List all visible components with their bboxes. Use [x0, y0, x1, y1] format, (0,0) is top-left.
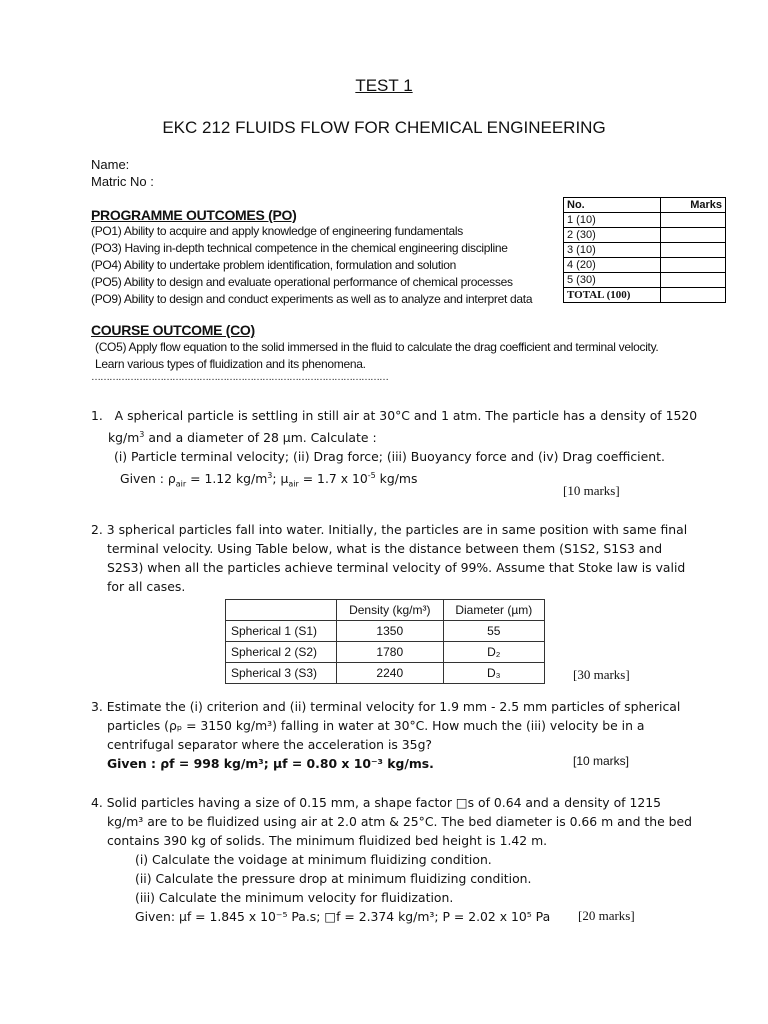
table-cell: Spherical 1 (S1) — [226, 621, 337, 642]
marks-cell[interactable] — [661, 273, 726, 288]
marks-row-label: 2 (30) — [564, 228, 661, 243]
q4-line1: 4. Solid particles having a size of 0.15 mm, a shape factor □s of 0.64 and a density of 1215 — [91, 795, 661, 810]
marks-row-label: 1 (10) — [564, 213, 661, 228]
table-cell: 55 — [443, 621, 544, 642]
table-cell: 2240 — [337, 663, 444, 684]
marks-row-label: 3 (10) — [564, 243, 661, 258]
po-item: (PO9) Ability to design and conduct experiments as well as to analyze and interpret data — [91, 292, 533, 306]
question-2 — [91, 520, 687, 596]
q1-sup: 3 — [139, 430, 145, 439]
q2-line3: S2S3) when all the particles achieve terminal velocity of 99%. Assume that Stoke law is valid — [107, 560, 686, 575]
co-line: Learn various types of fluidization and its phenomena. — [95, 357, 366, 371]
marks-col-no: No. — [564, 198, 661, 213]
table-row — [226, 621, 545, 642]
q4-sub1: (i) Calculate the voidage at minimum fluidizing condition. — [135, 852, 492, 867]
q2-line1: 2. 3 spherical particles fall into water. Initially, the particles are in same position with same final — [91, 522, 688, 537]
co-line: (CO5) Apply flow equation to the solid immersed in the fluid to calculate the drag coefficient and terminal velocity. — [95, 340, 659, 354]
marks-table — [563, 197, 726, 303]
q1-given-d: = 1.7 x 10 — [298, 471, 368, 487]
q1-line2b: and a diameter of 28 µm. Calculate : — [144, 430, 377, 446]
q1-line2: kg/m — [108, 430, 140, 446]
table-cell: D₃ — [443, 663, 544, 684]
q4-marks: [20 marks] — [578, 908, 635, 923]
marks-row-label: 4 (20) — [564, 258, 661, 273]
question-4 — [91, 793, 692, 926]
marks-cell[interactable] — [661, 213, 726, 228]
q1-marks: [10 marks] — [563, 483, 620, 498]
marks-cell[interactable] — [661, 228, 726, 243]
matric-label: Matric No : — [91, 174, 154, 189]
q1-given-b: = 1.12 kg/m — [186, 471, 268, 487]
table-row — [226, 642, 545, 663]
table-cell: Spherical 3 (S3) — [226, 663, 337, 684]
table-cell: Spherical 2 (S2) — [226, 642, 337, 663]
marks-cell[interactable] — [661, 258, 726, 273]
q1-line3: (i) Particle terminal velocity; (ii) Drag force; (iii) Buoyancy force and (iv) Drag coefficient. — [114, 449, 665, 465]
q3-line3: centrifugal separator where the acceleration is 35g? — [107, 737, 433, 752]
marks-col-marks: Marks — [661, 198, 726, 213]
po-item: (PO1) Ability to acquire and apply knowledge of engineering fundamentals — [91, 224, 463, 238]
q4-line3: contains 390 kg of solids. The minimum fluidized bed height is 1.42 m. — [107, 833, 548, 848]
q2-line2: terminal velocity. Using Table below, what is the distance between them (S1S2, S1S3 and — [107, 541, 663, 556]
table-cell: D₂ — [443, 642, 544, 663]
table-header-cell: Diameter (µm) — [443, 600, 544, 621]
marks-row-label: 5 (30) — [564, 273, 661, 288]
q1-sup: -5 — [367, 471, 376, 481]
table-cell: 1350 — [337, 621, 444, 642]
co-heading: COURSE OUTCOME (CO) — [91, 322, 255, 338]
course-title: EKC 212 FLUIDS FLOW FOR CHEMICAL ENGINEERING — [162, 118, 606, 137]
table-header-cell — [226, 600, 337, 621]
q4-given: Given: µf = 1.845 x 10⁻⁵ Pa.s; □f = 2.374 kg/m³; P = 2.02 x 10⁵ Pa — [135, 909, 551, 924]
marks-total-label: TOTAL (100) — [564, 288, 661, 303]
co-text — [95, 339, 658, 373]
po-item: (PO5) Ability to design and evaluate operational performance of chemical processes — [91, 275, 513, 289]
table-header-cell: Density (kg/m³) — [337, 600, 444, 621]
q4-sub3: (iii) Calculate the minimum velocity for fluidization. — [135, 890, 454, 905]
q1-given-c: ; µ — [272, 471, 289, 487]
separator-dots: ……………………………………………………………………………………… — [91, 372, 388, 383]
q2-line4: for all cases. — [107, 579, 186, 594]
name-label: Name: — [91, 157, 130, 172]
particles-table — [225, 599, 545, 684]
marks-cell[interactable] — [661, 243, 726, 258]
q3-line1: 3. Estimate the (i) criterion and (ii) terminal velocity for 1.9 mm - 2.5 mm particles of spherical — [91, 699, 681, 714]
marks-total-cell[interactable] — [661, 288, 726, 303]
po-item: (PO4) Ability to undertake problem identification, formulation and solution — [91, 258, 457, 272]
po-heading: PROGRAMME OUTCOMES (PO) — [91, 207, 297, 223]
q1-sub: air — [288, 479, 299, 489]
question-1 — [91, 406, 697, 494]
test-title: TEST 1 — [355, 76, 413, 95]
table-row — [226, 663, 545, 684]
table-cell: 1780 — [337, 642, 444, 663]
q1-given: Given : ρ — [120, 471, 176, 487]
po-list — [91, 223, 532, 308]
q1-line1: A spherical particle is settling in still air at 30°C and 1 atm. The particle has a density of 1520 — [114, 408, 698, 423]
q1-sub: air — [175, 479, 187, 489]
q1-given-e: kg/ms — [375, 471, 418, 487]
q3-line2: particles (ρₚ = 3150 kg/m³) falling in water at 30°C. How much the (iii) velocity be in a — [107, 718, 645, 733]
q1-sup: 3 — [267, 471, 273, 481]
q1-number: 1. — [91, 408, 103, 423]
po-item: (PO3) Having in-depth technical competence in the chemical engineering discipline — [91, 241, 508, 255]
q3-given: Given : ρf = 998 kg/m³; µf = 0.80 x 10⁻³ kg/ms. — [107, 756, 434, 771]
q4-line2: kg/m³ are to be fluidized using air at 2.0 atm & 25°C. The bed diameter is 0.66 m and the bed — [107, 814, 693, 829]
q3-marks: [10 marks] — [573, 754, 630, 768]
q4-sub2: (ii) Calculate the pressure drop at minimum fluidizing condition. — [135, 871, 532, 886]
q2-marks: [30 marks] — [573, 667, 630, 682]
